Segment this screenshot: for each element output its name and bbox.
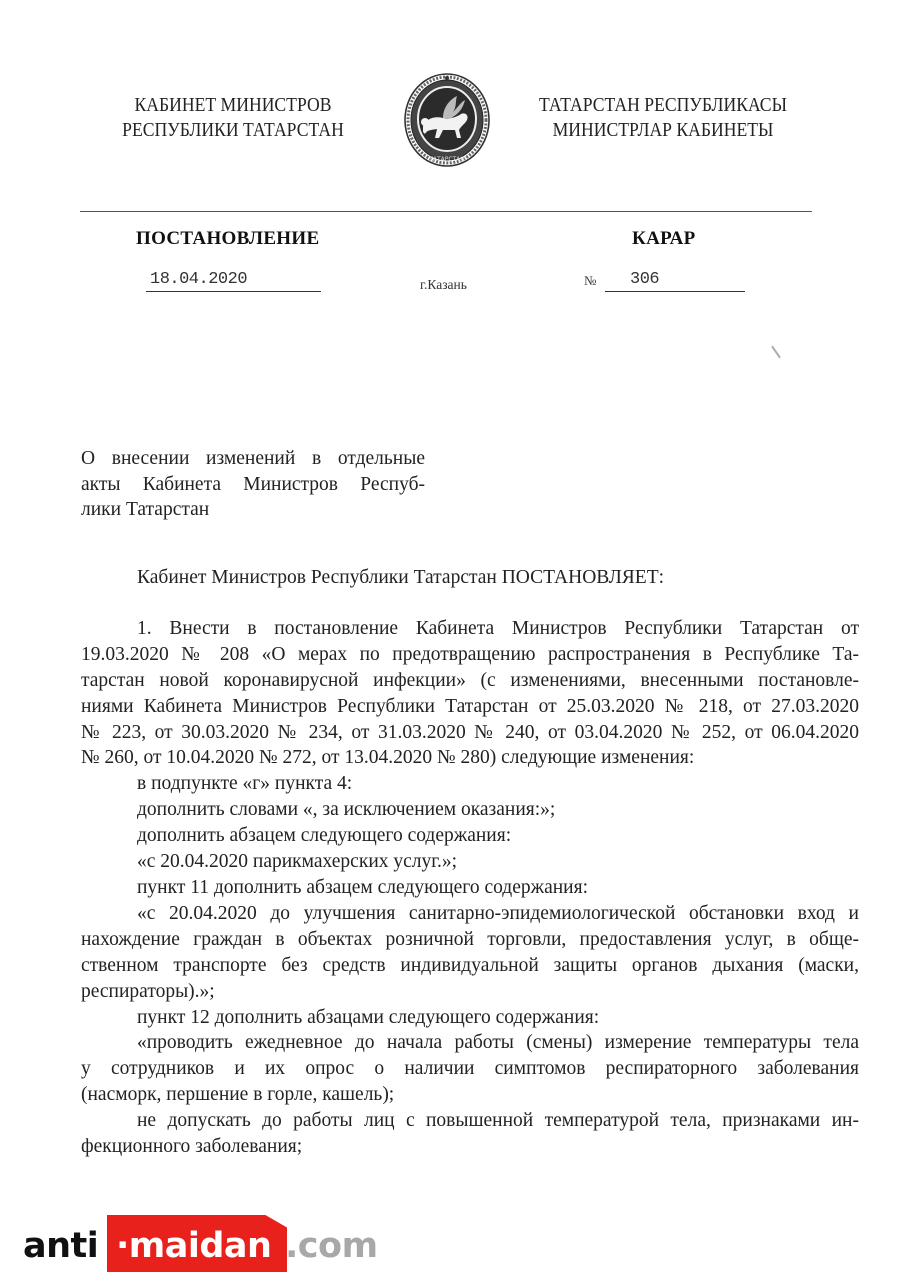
body-line: ниями Кабинета Министров Республики Татарстан от 25.03.2020 № 218, от 27.03.2020 xyxy=(81,695,859,717)
watermark-text-maidan: ·maidan xyxy=(116,1226,272,1266)
document-date-field xyxy=(146,269,321,292)
document-city: г.Казань xyxy=(420,277,467,292)
document-number: 306 xyxy=(630,270,660,289)
body-line: дополнить абзацем следующего содержания: xyxy=(137,825,512,847)
number-sign: № xyxy=(584,273,597,288)
clause-1 xyxy=(81,616,859,1160)
body-line: «проводить ежедневное до начала работы (смены) измерение температуры тела xyxy=(137,1032,859,1054)
subject-line: акты Кабинета Министров Респуб- xyxy=(81,473,425,495)
document-type-tatar: КАРАР xyxy=(632,228,696,249)
document-type-russian: ПОСТАНОВЛЕНИЕ xyxy=(136,228,320,249)
body-line: № 260, от 10.04.2020 № 272, от 13.04.2020 № 280) следующие изменения: xyxy=(81,747,695,769)
body-line: нахождение граждан в объектах розничной торговли, предоставления услуг, в обще- xyxy=(81,928,859,950)
body-line: респираторы).»; xyxy=(81,980,215,1002)
svg-text:ТАТАРСТАН: ТАТАРСТАН xyxy=(429,156,465,163)
document-number-field xyxy=(605,269,745,292)
watermark-text-anti: anti xyxy=(23,1226,99,1266)
scan-artifact-mark xyxy=(771,346,781,359)
document-subject xyxy=(81,446,425,523)
document-date: 18.04.2020 xyxy=(150,270,248,289)
header-divider xyxy=(80,211,812,212)
body-line: у сотрудников и их опрос о наличии симптомов респираторного заболевания xyxy=(81,1058,859,1080)
body-line: № 223, от 30.03.2020 № 234, от 31.03.2020 № 240, от 03.04.2020 № 252, от 06.04.2020 xyxy=(81,721,859,743)
body-line: «с 20.04.2020 парикмахерских услуг.»; xyxy=(137,851,458,873)
body-line: ственном транспорте без средств индивидуальной защиты органов дыхания (маски, xyxy=(81,954,859,976)
watermark-text-com: .com xyxy=(285,1226,378,1266)
resolution-intro: Кабинет Министров Республики Татарстан ПОСТАНОВЛЯЕТ: xyxy=(137,567,665,588)
document-body xyxy=(81,565,859,1160)
issuer-line-2: РЕСПУБЛИКИ ТАТАРСТАН xyxy=(122,119,344,141)
body-line: (насморк, першение в горле, кашель); xyxy=(81,1084,395,1106)
issuer-line-2-tatar: МИНИСТРЛАР КАБИНЕТЫ xyxy=(552,119,774,141)
body-line: фекционного заболевания; xyxy=(81,1136,303,1158)
issuer-line-1: КАБИНЕТ МИНИСТРОВ xyxy=(134,94,332,116)
site-watermark-logo xyxy=(23,1212,378,1272)
body-line: 19.03.2020 № 208 «О мерах по предотвращению распространения в Республике Та- xyxy=(81,643,859,665)
subject-line: О внесении изменений в отдельные xyxy=(81,448,425,469)
body-line: пункт 12 дополнить абзацами следующего содержания: xyxy=(137,1006,600,1028)
body-line: 1. Внести в постановление Кабинета Министров Республики Татарстан от xyxy=(137,617,859,639)
issuer-name-tatar xyxy=(513,93,814,143)
body-line: в подпункте «г» пункта 4: xyxy=(137,773,353,795)
body-line: пункт 11 дополнить абзацем следующего содержания: xyxy=(137,876,589,898)
body-line: не допускать до работы лиц с повышенной температурой тела, признаками ин- xyxy=(137,1110,859,1132)
issuer-name-russian xyxy=(100,93,367,143)
body-line: дополнить словами «, за исключением оказания:»; xyxy=(137,799,556,821)
body-line: тарстан новой коронавирусной инфекции» (с изменениями, внесенными постановле- xyxy=(81,669,859,691)
tatarstan-coat-of-arms-icon xyxy=(403,72,491,168)
subject-line: лики Татарстан xyxy=(81,499,210,520)
body-line: «с 20.04.2020 до улучшения санитарно-эпидемиологической обстановки вход и xyxy=(137,902,859,924)
issuer-line-1-tatar: ТАТАРСТАН РЕСПУБЛИКАСЫ xyxy=(539,94,787,116)
